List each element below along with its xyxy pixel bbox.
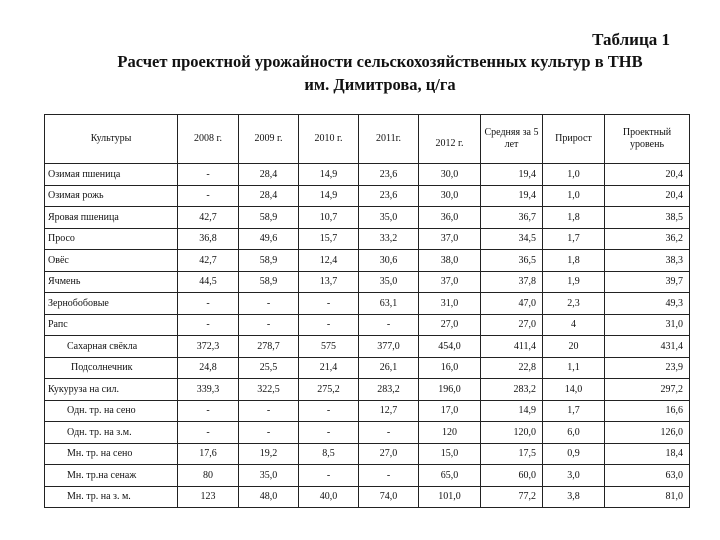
cell-y2012: 38,0: [419, 250, 481, 272]
crop-name-cell: Рапс: [45, 314, 178, 336]
cell-y2009: 25,5: [239, 357, 299, 379]
header-projected: Проектный уровень: [605, 115, 690, 164]
cell-y2011: 27,0: [359, 443, 419, 465]
table-row: [45, 400, 690, 422]
crop-name-cell: Яровая пшеница: [45, 207, 178, 229]
cell-y2012: 27,0: [419, 314, 481, 336]
crop-name-cell: Овёс: [45, 250, 178, 272]
cell-average: 36,5: [481, 250, 543, 272]
cell-y2010: 10,7: [299, 207, 359, 229]
cell-y2009: 28,4: [239, 164, 299, 186]
cell-y2008: -: [178, 400, 239, 422]
cell-y2008: -: [178, 293, 239, 315]
cell-average: 19,4: [481, 164, 543, 186]
table-row: [45, 422, 690, 444]
cell-y2009: -: [239, 422, 299, 444]
cell-y2008: 36,8: [178, 228, 239, 250]
cell-y2011: 23,6: [359, 164, 419, 186]
cell-average: 77,2: [481, 486, 543, 508]
cell-y2010: 15,7: [299, 228, 359, 250]
cell-increase: 1,9: [543, 271, 605, 293]
cell-y2009: 19,2: [239, 443, 299, 465]
cell-average: 34,5: [481, 228, 543, 250]
cell-projected: 38,5: [605, 207, 690, 229]
cell-increase: 3,0: [543, 465, 605, 487]
crop-name-cell: Одн. тр. на з.м.: [45, 422, 178, 444]
cell-average: 36,7: [481, 207, 543, 229]
header-average: Средняя за 5 лет: [481, 115, 543, 164]
yield-table: [44, 114, 690, 508]
cell-y2012: 37,0: [419, 228, 481, 250]
cell-average: 411,4: [481, 336, 543, 358]
table-row: [45, 486, 690, 508]
cell-y2009: 28,4: [239, 185, 299, 207]
header-crop: Культуры: [45, 115, 178, 164]
table-row: [45, 379, 690, 401]
cell-increase: 1,0: [543, 164, 605, 186]
header-row: [45, 115, 690, 164]
crop-name-cell: Одн. тр. на сено: [45, 400, 178, 422]
cell-y2011: -: [359, 314, 419, 336]
cell-increase: 1,8: [543, 250, 605, 272]
cell-y2008: 42,7: [178, 250, 239, 272]
cell-y2010: 12,4: [299, 250, 359, 272]
crop-name-cell: Мн. тр.на сенаж: [45, 465, 178, 487]
cell-increase: 1,0: [543, 185, 605, 207]
cell-projected: 31,0: [605, 314, 690, 336]
cell-average: 60,0: [481, 465, 543, 487]
cell-y2012: 37,0: [419, 271, 481, 293]
crop-name-cell: Озимая рожь: [45, 185, 178, 207]
cell-average: 37,8: [481, 271, 543, 293]
cell-y2011: 283,2: [359, 379, 419, 401]
table-row: [45, 207, 690, 229]
cell-average: 22,8: [481, 357, 543, 379]
table-row: [45, 357, 690, 379]
cell-increase: 20: [543, 336, 605, 358]
table-row: [45, 465, 690, 487]
cell-projected: 81,0: [605, 486, 690, 508]
header-2009: 2009 г.: [239, 115, 299, 164]
crop-name-cell: Озимая пшеница: [45, 164, 178, 186]
cell-y2008: 24,8: [178, 357, 239, 379]
cell-increase: 3,8: [543, 486, 605, 508]
cell-y2008: -: [178, 185, 239, 207]
crop-name-cell: Подсолнечник: [45, 357, 178, 379]
cell-y2011: 26,1: [359, 357, 419, 379]
crop-name-cell: Кукуруза на сил.: [45, 379, 178, 401]
crop-name-cell: Просо: [45, 228, 178, 250]
cell-average: 283,2: [481, 379, 543, 401]
cell-y2009: 58,9: [239, 271, 299, 293]
cell-y2012: 30,0: [419, 185, 481, 207]
cell-increase: 1,8: [543, 207, 605, 229]
header-2011: 2011г.: [359, 115, 419, 164]
cell-y2010: 21,4: [299, 357, 359, 379]
cell-increase: 4: [543, 314, 605, 336]
table-row: [45, 250, 690, 272]
cell-y2010: -: [299, 422, 359, 444]
table-row: [45, 293, 690, 315]
cell-y2008: 42,7: [178, 207, 239, 229]
cell-y2010: 275,2: [299, 379, 359, 401]
cell-y2011: 12,7: [359, 400, 419, 422]
cell-projected: 18,4: [605, 443, 690, 465]
cell-y2011: 23,6: [359, 185, 419, 207]
cell-y2008: 339,3: [178, 379, 239, 401]
cell-increase: 6,0: [543, 422, 605, 444]
cell-increase: 14,0: [543, 379, 605, 401]
cell-average: 17,5: [481, 443, 543, 465]
cell-y2012: 65,0: [419, 465, 481, 487]
cell-y2012: 17,0: [419, 400, 481, 422]
cell-y2012: 31,0: [419, 293, 481, 315]
table-row: [45, 314, 690, 336]
cell-y2009: 58,9: [239, 250, 299, 272]
cell-y2011: 63,1: [359, 293, 419, 315]
cell-y2011: -: [359, 465, 419, 487]
cell-y2009: 49,6: [239, 228, 299, 250]
crop-name-cell: Мн. тр. на сено: [45, 443, 178, 465]
crop-name-cell: Мн. тр. на з. м.: [45, 486, 178, 508]
cell-y2010: 14,9: [299, 164, 359, 186]
header-increase: Прирост: [543, 115, 605, 164]
cell-y2012: 101,0: [419, 486, 481, 508]
cell-y2009: 322,5: [239, 379, 299, 401]
table-row: [45, 271, 690, 293]
cell-y2010: -: [299, 293, 359, 315]
cell-y2012: 30,0: [419, 164, 481, 186]
cell-increase: 1,7: [543, 400, 605, 422]
cell-y2009: 35,0: [239, 465, 299, 487]
table-title-line1: Расчет проектной урожайности сельскохозяйственных культур в ТНВ: [117, 52, 643, 71]
cell-y2012: 16,0: [419, 357, 481, 379]
cell-projected: 431,4: [605, 336, 690, 358]
table-number: Таблица 1: [592, 30, 670, 49]
cell-projected: 36,2: [605, 228, 690, 250]
cell-y2012: 15,0: [419, 443, 481, 465]
cell-projected: 39,7: [605, 271, 690, 293]
cell-y2010: -: [299, 314, 359, 336]
cell-y2010: -: [299, 400, 359, 422]
cell-average: 14,9: [481, 400, 543, 422]
crop-name-cell: Ячмень: [45, 271, 178, 293]
cell-y2008: 80: [178, 465, 239, 487]
table-row: [45, 185, 690, 207]
table-title-line2: им. Димитрова, ц/га: [304, 75, 456, 94]
cell-projected: 297,2: [605, 379, 690, 401]
cell-y2011: 35,0: [359, 271, 419, 293]
cell-y2008: 372,3: [178, 336, 239, 358]
cell-y2008: -: [178, 164, 239, 186]
table-row: [45, 228, 690, 250]
cell-average: 47,0: [481, 293, 543, 315]
cell-y2011: 377,0: [359, 336, 419, 358]
cell-increase: 0,9: [543, 443, 605, 465]
cell-y2011: 35,0: [359, 207, 419, 229]
cell-projected: 20,4: [605, 164, 690, 186]
cell-projected: 49,3: [605, 293, 690, 315]
crop-name-cell: Зернобобовые: [45, 293, 178, 315]
header-2010: 2010 г.: [299, 115, 359, 164]
cell-y2012: 196,0: [419, 379, 481, 401]
crop-name-cell: Сахарная свёкла: [45, 336, 178, 358]
cell-y2012: 120: [419, 422, 481, 444]
cell-y2009: -: [239, 293, 299, 315]
cell-y2008: 123: [178, 486, 239, 508]
cell-increase: 1,7: [543, 228, 605, 250]
cell-projected: 126,0: [605, 422, 690, 444]
cell-y2010: 8,5: [299, 443, 359, 465]
cell-y2012: 36,0: [419, 207, 481, 229]
cell-y2008: -: [178, 314, 239, 336]
cell-y2008: -: [178, 422, 239, 444]
cell-y2009: -: [239, 400, 299, 422]
cell-y2010: -: [299, 465, 359, 487]
table-row: [45, 443, 690, 465]
cell-average: 120,0: [481, 422, 543, 444]
cell-projected: 63,0: [605, 465, 690, 487]
cell-increase: 2,3: [543, 293, 605, 315]
cell-y2008: 44,5: [178, 271, 239, 293]
cell-y2012: 454,0: [419, 336, 481, 358]
table-body: [45, 164, 690, 508]
cell-y2011: -: [359, 422, 419, 444]
cell-average: 19,4: [481, 185, 543, 207]
cell-projected: 23,9: [605, 357, 690, 379]
header-2008: 2008 г.: [178, 115, 239, 164]
cell-y2009: 48,0: [239, 486, 299, 508]
cell-y2009: 278,7: [239, 336, 299, 358]
cell-increase: 1,1: [543, 357, 605, 379]
cell-y2009: 58,9: [239, 207, 299, 229]
cell-projected: 16,6: [605, 400, 690, 422]
cell-y2011: 30,6: [359, 250, 419, 272]
cell-y2010: 40,0: [299, 486, 359, 508]
cell-y2011: 74,0: [359, 486, 419, 508]
cell-average: 27,0: [481, 314, 543, 336]
cell-y2010: 13,7: [299, 271, 359, 293]
cell-projected: 38,3: [605, 250, 690, 272]
cell-projected: 20,4: [605, 185, 690, 207]
table-row: [45, 336, 690, 358]
header-2012: 2012 г.: [419, 115, 481, 164]
table-row: [45, 164, 690, 186]
cell-y2010: 575: [299, 336, 359, 358]
cell-y2011: 33,2: [359, 228, 419, 250]
cell-y2009: -: [239, 314, 299, 336]
cell-y2010: 14,9: [299, 185, 359, 207]
cell-y2008: 17,6: [178, 443, 239, 465]
